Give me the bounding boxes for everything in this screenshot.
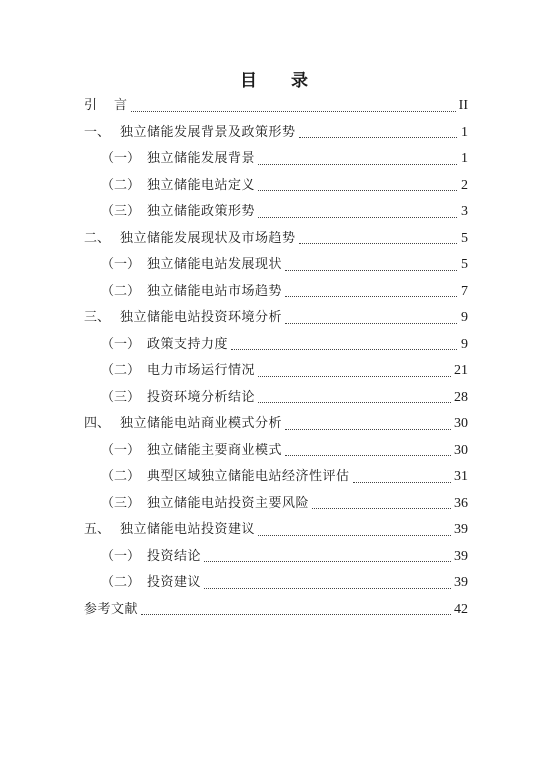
toc-entry[interactable] [84, 491, 468, 518]
toc-entry-number: 一、 [84, 124, 111, 140]
dot-leader [258, 189, 457, 191]
toc-entry-page-number: 39 [454, 522, 468, 537]
toc-entry-page-number: 7 [461, 283, 468, 299]
toc-entry-label: 独立储能发展背景 [147, 151, 256, 166]
dot-leader [285, 295, 457, 297]
toc-entry[interactable] [84, 358, 468, 385]
dot-leader [258, 534, 451, 536]
toc-entry-number: （一） [101, 336, 141, 352]
toc-entry[interactable] [84, 173, 468, 200]
toc-entry-label: 独立储能电站商业模式分析 [120, 416, 283, 431]
toc-entry-page-number: 2 [461, 177, 468, 193]
toc-entry-label: 参考文献 [84, 601, 139, 617]
toc-entry-label: 言 [114, 98, 128, 113]
toc-entry-label: 独立储能发展现状及市场趋势 [120, 230, 296, 246]
toc-entry[interactable] [84, 226, 468, 253]
toc-entry-label: 独立储能电站发展现状 [147, 257, 283, 272]
toc-entry-page-number: 30 [454, 442, 468, 458]
dot-leader [141, 613, 451, 615]
toc-entry[interactable] [84, 146, 468, 173]
toc-entry-number: 五、 [84, 522, 111, 537]
dot-leader [285, 454, 451, 456]
dot-leader [299, 242, 457, 244]
dot-leader [312, 507, 451, 509]
toc-entry[interactable] [84, 438, 468, 465]
toc-entry-label: 独立储能主要商业模式 [147, 442, 283, 458]
dot-leader [258, 216, 457, 218]
toc-entry-label: 独立储能电站投资建议 [120, 522, 256, 537]
dot-leader [131, 110, 456, 112]
toc-entry-page-number: 21 [454, 363, 468, 378]
toc-entry[interactable] [84, 252, 468, 279]
toc-entry-page-number: 5 [461, 230, 468, 246]
toc-entry-number: （二） [101, 363, 141, 378]
toc-entry-label: 独立储能发展背景及政策形势 [120, 124, 296, 140]
dot-leader [258, 163, 457, 165]
toc-entry-number: （二） [101, 177, 141, 193]
toc-entry-label: 电力市场运行情况 [147, 363, 256, 378]
dot-leader [285, 428, 451, 430]
toc-entry-page-number: 5 [461, 257, 468, 272]
toc-entry-page-number: 36 [454, 495, 468, 511]
dot-leader [353, 481, 451, 483]
toc-entry-page-number: II [458, 98, 468, 113]
dot-leader [299, 136, 457, 138]
toc-entry-page-number: 9 [461, 336, 468, 352]
toc-entry-page-number: 31 [454, 469, 468, 484]
toc-entry[interactable] [84, 411, 468, 438]
table-of-contents [84, 93, 468, 623]
toc-entry[interactable] [84, 279, 468, 306]
toc-entry-number: （一） [101, 257, 141, 272]
toc-entry[interactable] [84, 597, 468, 624]
toc-entry-number: （一） [101, 442, 141, 458]
toc-title: 目 录 [240, 71, 322, 91]
dot-leader [231, 348, 457, 350]
toc-entry[interactable] [84, 570, 468, 597]
toc-entry[interactable] [84, 464, 468, 491]
dot-leader [258, 375, 451, 377]
toc-entry-number: （三） [101, 204, 141, 219]
toc-entry-label: 投资建议 [147, 575, 202, 590]
toc-entry-page-number: 30 [454, 416, 468, 431]
toc-entry-number: 三、 [84, 310, 111, 325]
toc-entry-number: （二） [101, 283, 141, 299]
dot-leader [204, 560, 451, 562]
toc-entry-page-number: 42 [454, 601, 468, 617]
dot-leader [285, 269, 457, 271]
toc-entry[interactable] [84, 93, 468, 120]
toc-entry-page-number: 39 [454, 575, 468, 590]
dot-leader [285, 322, 457, 324]
toc-entry-label: 独立储能电站投资环境分析 [120, 310, 283, 325]
toc-entry-label: 独立储能电站市场趋势 [147, 283, 283, 299]
dot-leader [204, 587, 451, 589]
toc-entry[interactable] [84, 305, 468, 332]
toc-entry-page-number: 39 [454, 548, 468, 564]
toc-entry-label: 独立储能电站投资主要风险 [147, 495, 310, 511]
toc-entry[interactable] [84, 332, 468, 359]
toc-entry-number: （三） [101, 495, 141, 511]
toc-entry-label: 独立储能政策形势 [147, 204, 256, 219]
toc-entry[interactable] [84, 120, 468, 147]
toc-entry-label: 典型区域独立储能电站经济性评估 [147, 469, 350, 484]
toc-entry-page-number: 1 [461, 151, 468, 166]
toc-entry[interactable] [84, 199, 468, 226]
toc-entry[interactable] [84, 517, 468, 544]
toc-entry-page-number: 28 [454, 389, 468, 405]
toc-entry-number: （二） [101, 469, 141, 484]
toc-entry-number: （一） [101, 151, 141, 166]
toc-entry-number: （一） [101, 548, 141, 564]
toc-entry-page-number: 3 [461, 204, 468, 219]
toc-entry-label: 投资结论 [147, 548, 202, 564]
dot-leader [258, 401, 451, 403]
toc-entry-number: （三） [101, 389, 141, 405]
toc-entry-number: （二） [101, 575, 141, 590]
toc-entry-label: 投资环境分析结论 [147, 389, 256, 405]
toc-entry-number: 引 [84, 98, 98, 113]
toc-entry-number: 二、 [84, 230, 111, 246]
toc-entry[interactable] [84, 385, 468, 412]
toc-entry-page-number: 1 [461, 124, 468, 140]
toc-entry-number: 四、 [84, 416, 111, 431]
toc-entry[interactable] [84, 544, 468, 571]
toc-entry-page-number: 9 [461, 310, 468, 325]
toc-entry-label: 独立储能电站定义 [147, 177, 256, 193]
toc-entry-label: 政策支持力度 [147, 336, 229, 352]
